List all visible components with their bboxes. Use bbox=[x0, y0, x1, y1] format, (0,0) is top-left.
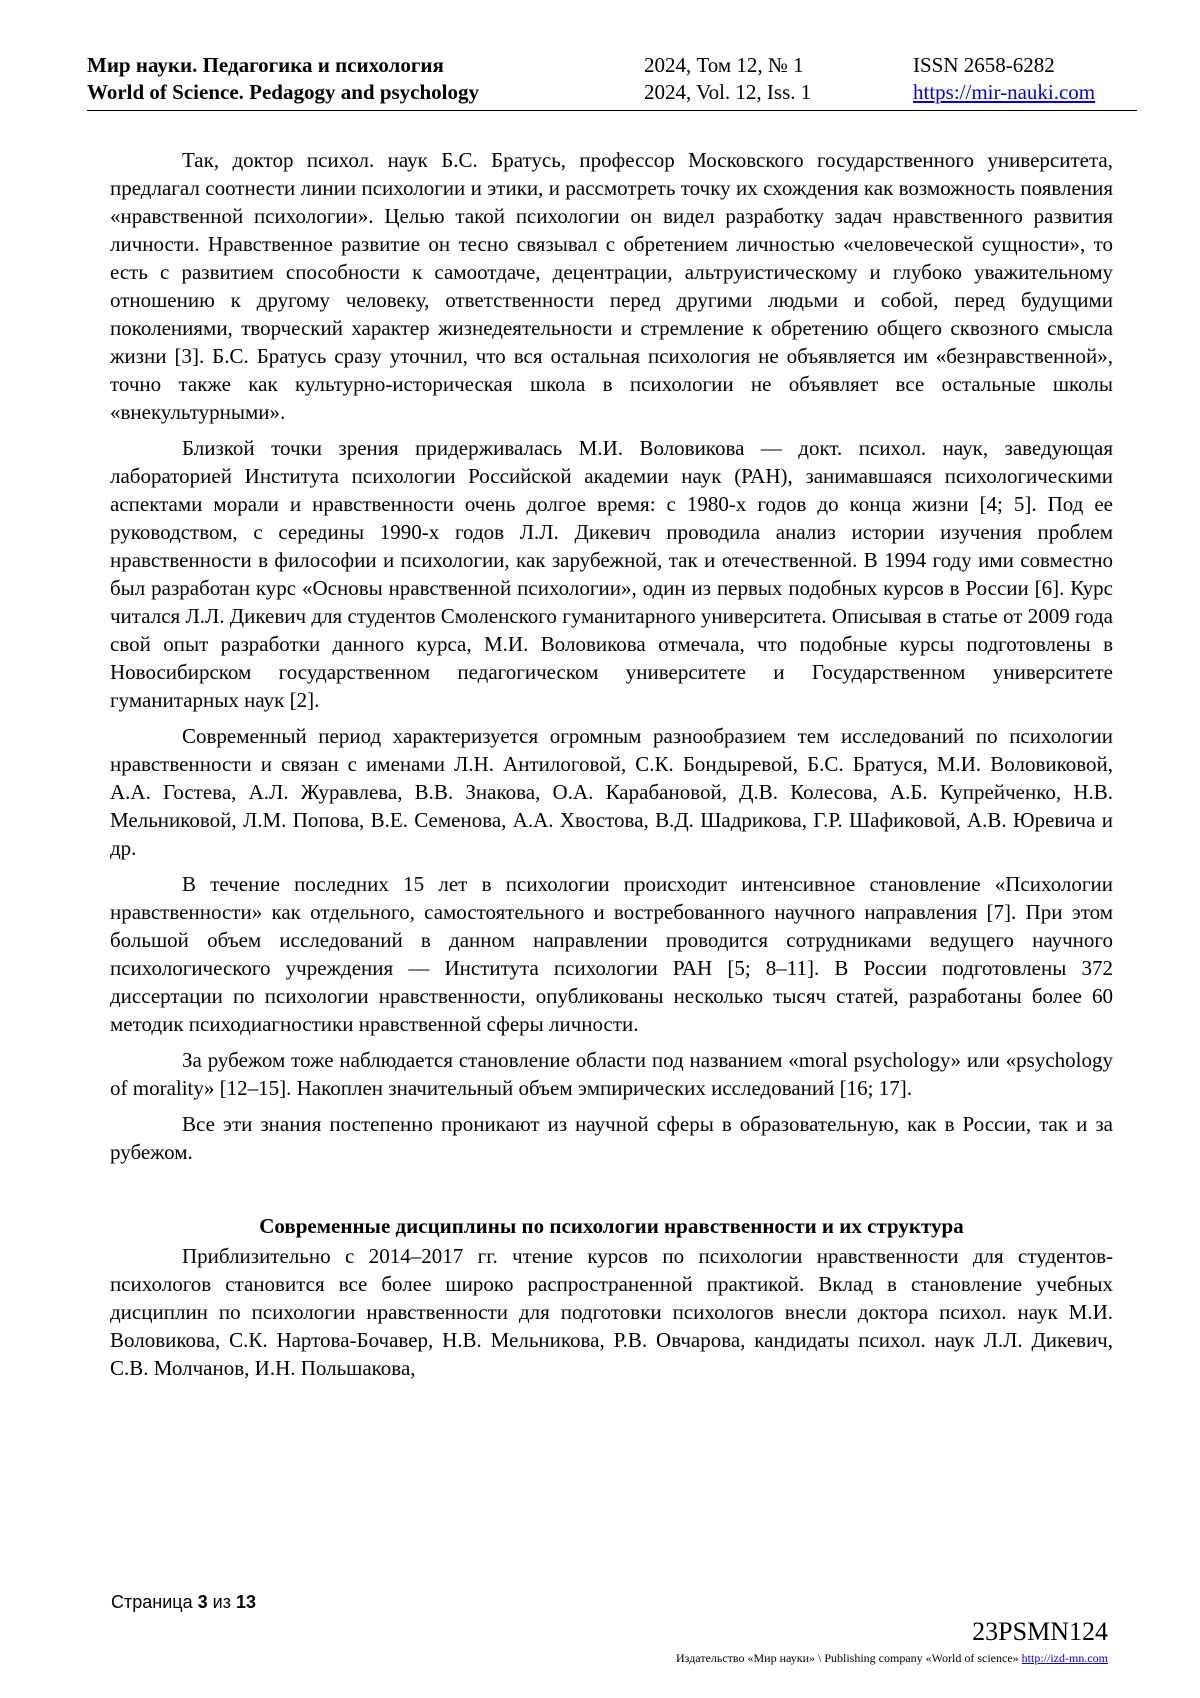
journal-url-link[interactable]: https://mir-nauki.com bbox=[913, 80, 1096, 104]
volume-en: 2024, Vol. 12, Iss. 1 bbox=[644, 80, 812, 104]
paragraph: Современный период характеризуется огромным разнообразием тем исследований по психологии нравственности и связан с именами Л.Н. Антилоговой, С.К. Бондыревой, Б.С. Братуся, М.И. Воловиковой, А.А. Гостева, А.Л. Журавлева, В.В. Знакова, О.А. Карабановой, Д.В. Колесова, А.Б. Купрейченко, Н.В. Мельниковой, Л.М. Попова, В.Е. Семенова, А.А. Хвостова, В.Д. Шадрикова, Г.Р. Шафиковой, А.В. Юревича и др. bbox=[110, 724, 1113, 860]
page-current: 3 bbox=[197, 1592, 208, 1612]
paragraph: В течение последних 15 лет в психологии происходит интенсивное становление «Психологии нравственности» как отдельного, самостоятельного и востребованного научного направления [7]. При этом большой объем исследований в данном направлении проводится сотрудниками ведущего научного психологического учреждения — Института психологии РАН [5; 8–11]. В России подготовлены 372 диссертации по психологии нравственности, опубликованы несколько тысяч статей, разработаны более 60 методик психодиагностики нравственной сферы личности. bbox=[110, 872, 1113, 1036]
page-header bbox=[87, 52, 1137, 111]
page-number bbox=[111, 1592, 256, 1613]
article-code: 23PSMN124 bbox=[972, 1617, 1108, 1646]
paragraph: Близкой точки зрения придерживалась М.И. Воловикова — докт. психол. наук, заведующая лабораторией Института психологии Российской академии наук (РАН), занимавшаяся психологическими аспектами морали и нравственности очень долгое время: с 1980-х годов до конца жизни [4; 5]. Под ее руководством, с середины 1990-х годов Л.Л. Дикевич проводила анализ истории изучения проблем нравственности в философии и психологии, как зарубежной, так и отечественной. В 1994 году ими совместно был разработан курс «Основы нравственной психологии», один из первых подобных курсов в России [6]. Курс читался Л.Л. Дикевич для студентов Смоленского гуманитарного университета. Описывая в статье от 2009 года свой опыт разработки данного курса, М.И. Воловикова отмечала, что подобные курсы подготовлены в Новосибирском государственном педагогическом университете и Государственном университете гуманитарных наук [2]. bbox=[110, 436, 1113, 712]
paragraph: Все эти знания постепенно проникают из научной сферы в образовательную, как в России, так и за рубежом. bbox=[110, 1112, 1113, 1164]
paragraph: За рубежом тоже наблюдается становление области под названием «moral psychology» или «psychology of morality» [12–15]. Накоплен значительный объем эмпирических исследований [16; 17]. bbox=[110, 1048, 1113, 1100]
publisher-text: Издательство «Мир науки» \ Publishing company «World of science» bbox=[676, 1651, 1019, 1665]
journal-title-en: World of Science. Pedagogy and psychology bbox=[87, 80, 480, 104]
section-heading: Современные дисциплины по психологии нравственности и их структура bbox=[259, 1214, 964, 1238]
page-of: из bbox=[212, 1592, 231, 1612]
article-body bbox=[110, 146, 1113, 1390]
journal-title-ru: Мир науки. Педагогика и психология bbox=[87, 53, 444, 77]
issn-block bbox=[913, 52, 1095, 106]
volume-ru: 2024, Том 12, № 1 bbox=[644, 53, 804, 77]
paragraph: Приблизительно с 2014–2017 гг. чтение курсов по психологии нравственности для студентов-психологов становится все более широко распространенной практикой. Вклад в становление учебных дисциплин по психологии нравственности для подготовки психологов внесли доктора психол. наук М.И. Воловикова, С.К. Нартова-Бочавер, Н.В. Мельникова, Р.В. Овчарова, кандидаты психол. наук Л.Л. Дикевич, С.В. Молчанов, И.Н. Польшакова, bbox=[110, 1244, 1113, 1380]
publisher-line bbox=[676, 1651, 1108, 1665]
page-total: 13 bbox=[235, 1592, 256, 1612]
publisher-link[interactable]: http://izd-mn.com bbox=[1021, 1651, 1108, 1665]
page-label: Страница bbox=[111, 1592, 193, 1612]
issn: ISSN 2658-6282 bbox=[913, 53, 1055, 77]
paragraph: Так, доктор психол. наук Б.С. Братусь, профессор Московского государственного университета, предлагал соотнести линии психологии и этики, и рассмотреть точку их схождения как возможность появления «нравственной психологии». Целью такой психологии он видел разработку задач нравственного развития личности. Нравственное развитие он тесно связывал с обретением личностью «человеческой сущности», то есть с развитием способности к самоотдаче, децентрации, альтруистическому и глубоко уважительному отношению к другому человеку, ответственности перед другими людьми и собой, перед будущими поколениями, творческий характер жизнедеятельности и стремление к обретению общего сквозного смысла жизни [3]. Б.С. Братусь сразу уточнил, что вся остальная психология не объявляется им «безнравственной», точно также как культурно-историческая школа в психологии не объявляет все остальные школы «внекультурными». bbox=[110, 148, 1113, 424]
journal-title bbox=[87, 52, 479, 106]
volume-info bbox=[644, 52, 811, 106]
